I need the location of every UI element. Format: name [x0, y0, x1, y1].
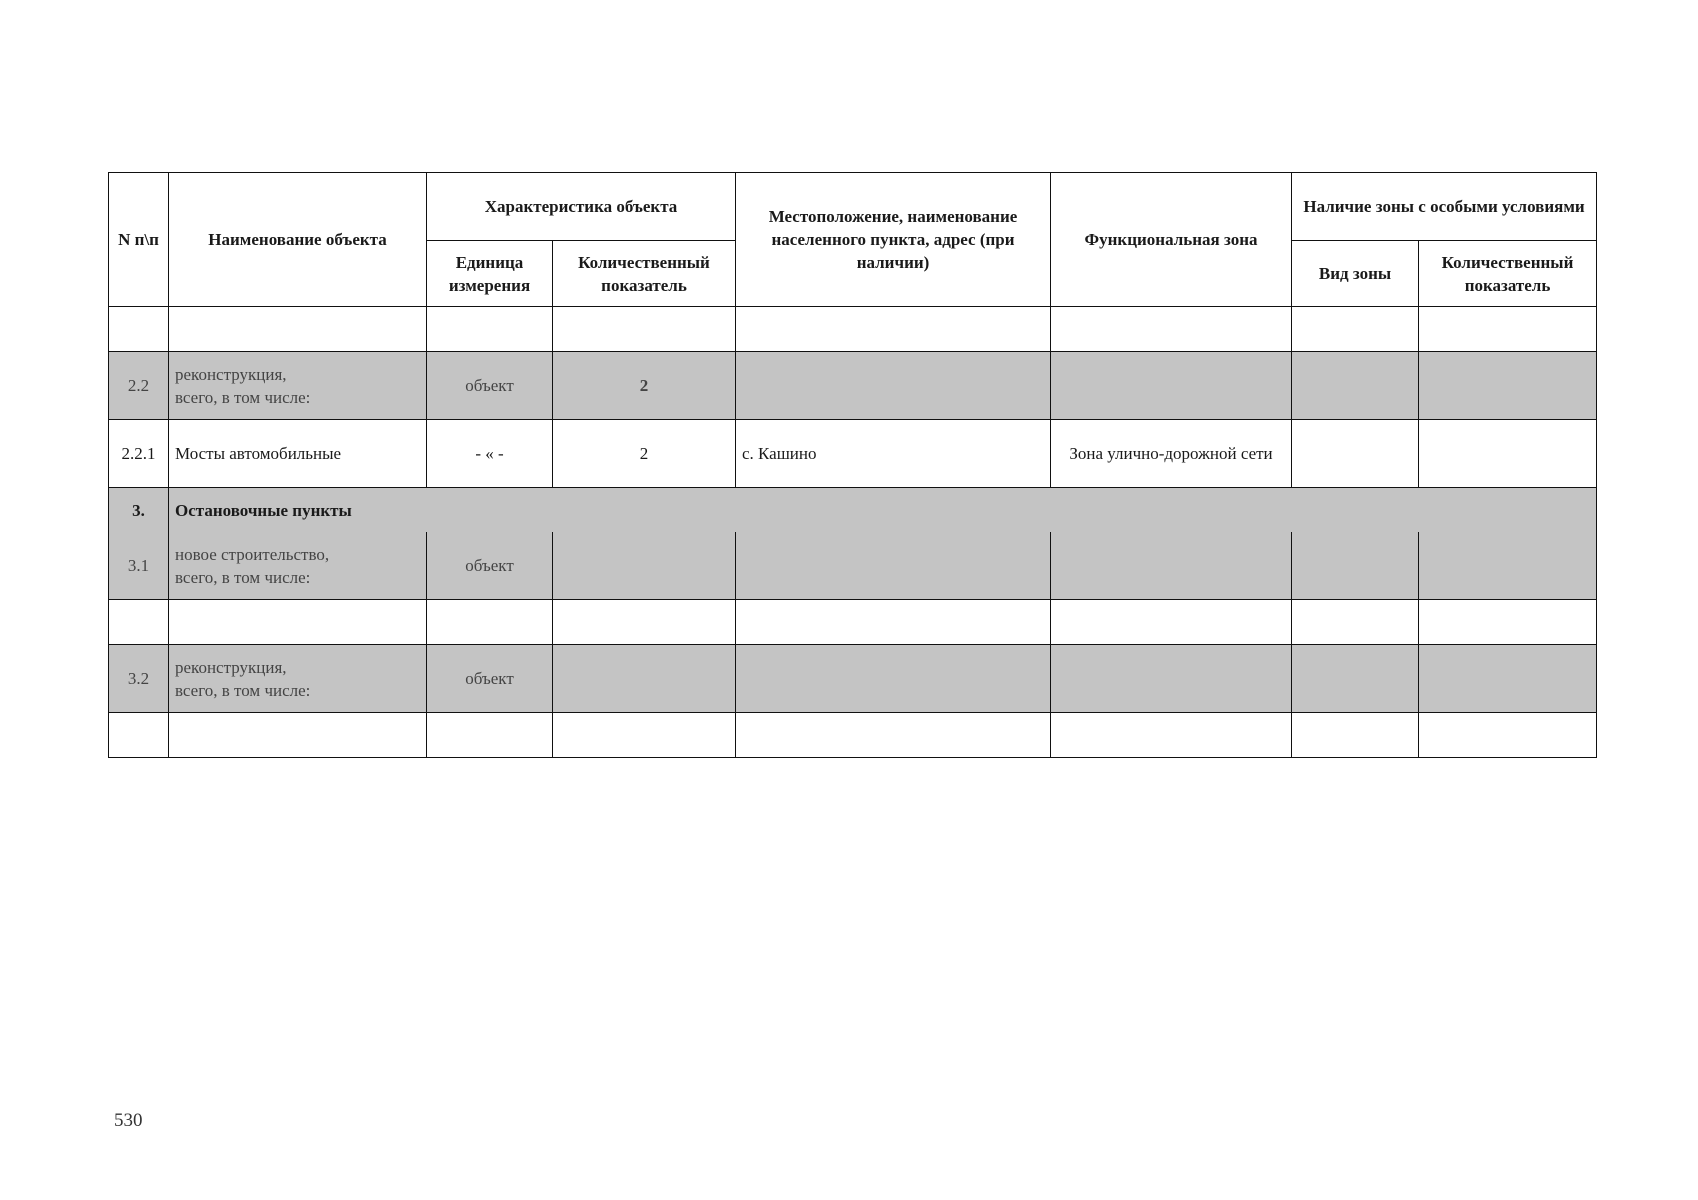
table-row — [109, 420, 1597, 488]
col-header-zone-type: Вид зоны — [1292, 241, 1419, 307]
row-name-line: реконструкция, — [175, 657, 287, 677]
col-header-unit: Единица измерения — [427, 241, 553, 307]
row-unit: объект — [427, 532, 553, 600]
row-name-line: всего, в том числе: — [175, 567, 311, 587]
row-name — [169, 645, 427, 713]
section-row — [109, 488, 1597, 533]
row-name: Мосты автомобильные — [169, 420, 427, 488]
col-header-location: Местоположение, наименование населенного пункта, адрес (при наличии) — [736, 173, 1051, 307]
row-quantity: 2 — [553, 352, 736, 420]
row-location: с. Кашино — [736, 420, 1051, 488]
section-num: 3. — [109, 488, 169, 533]
row-name-line: всего, в том числе: — [175, 680, 311, 700]
row-unit: - « - — [427, 420, 553, 488]
section-title: Остановочные пункты — [169, 488, 1597, 533]
row-func-zone: Зона улично-дорожной сети — [1051, 420, 1292, 488]
row-name — [169, 352, 427, 420]
table-row — [109, 713, 1597, 758]
row-name-line: реконструкция, — [175, 364, 287, 384]
col-header-num: N п\п — [109, 173, 169, 307]
col-header-special-zone: Наличие зоны с особыми условиями — [1292, 173, 1597, 241]
row-num: 3.2 — [109, 645, 169, 713]
col-header-func-zone: Функциональная зона — [1051, 173, 1292, 307]
table-row — [109, 532, 1597, 600]
row-name-line: всего, в том числе: — [175, 387, 311, 407]
col-header-characteristics: Характеристика объекта — [427, 173, 736, 241]
row-num: 2.2.1 — [109, 420, 169, 488]
table-row — [109, 352, 1597, 420]
objects-table — [108, 172, 1597, 758]
col-header-zone-quantity: Количественный показатель — [1419, 241, 1597, 307]
col-header-quantity: Количественный показатель — [553, 241, 736, 307]
row-unit: объект — [427, 645, 553, 713]
table-row — [109, 307, 1597, 352]
table-row — [109, 645, 1597, 713]
col-header-name: Наименование объекта — [169, 173, 427, 307]
row-num: 3.1 — [109, 532, 169, 600]
row-name-line: новое строительство, — [175, 544, 330, 564]
row-quantity: 2 — [553, 420, 736, 488]
page-number: 530 — [114, 1110, 143, 1131]
row-unit: объект — [427, 352, 553, 420]
row-name — [169, 532, 427, 600]
row-num: 2.2 — [109, 352, 169, 420]
table-row — [109, 600, 1597, 645]
